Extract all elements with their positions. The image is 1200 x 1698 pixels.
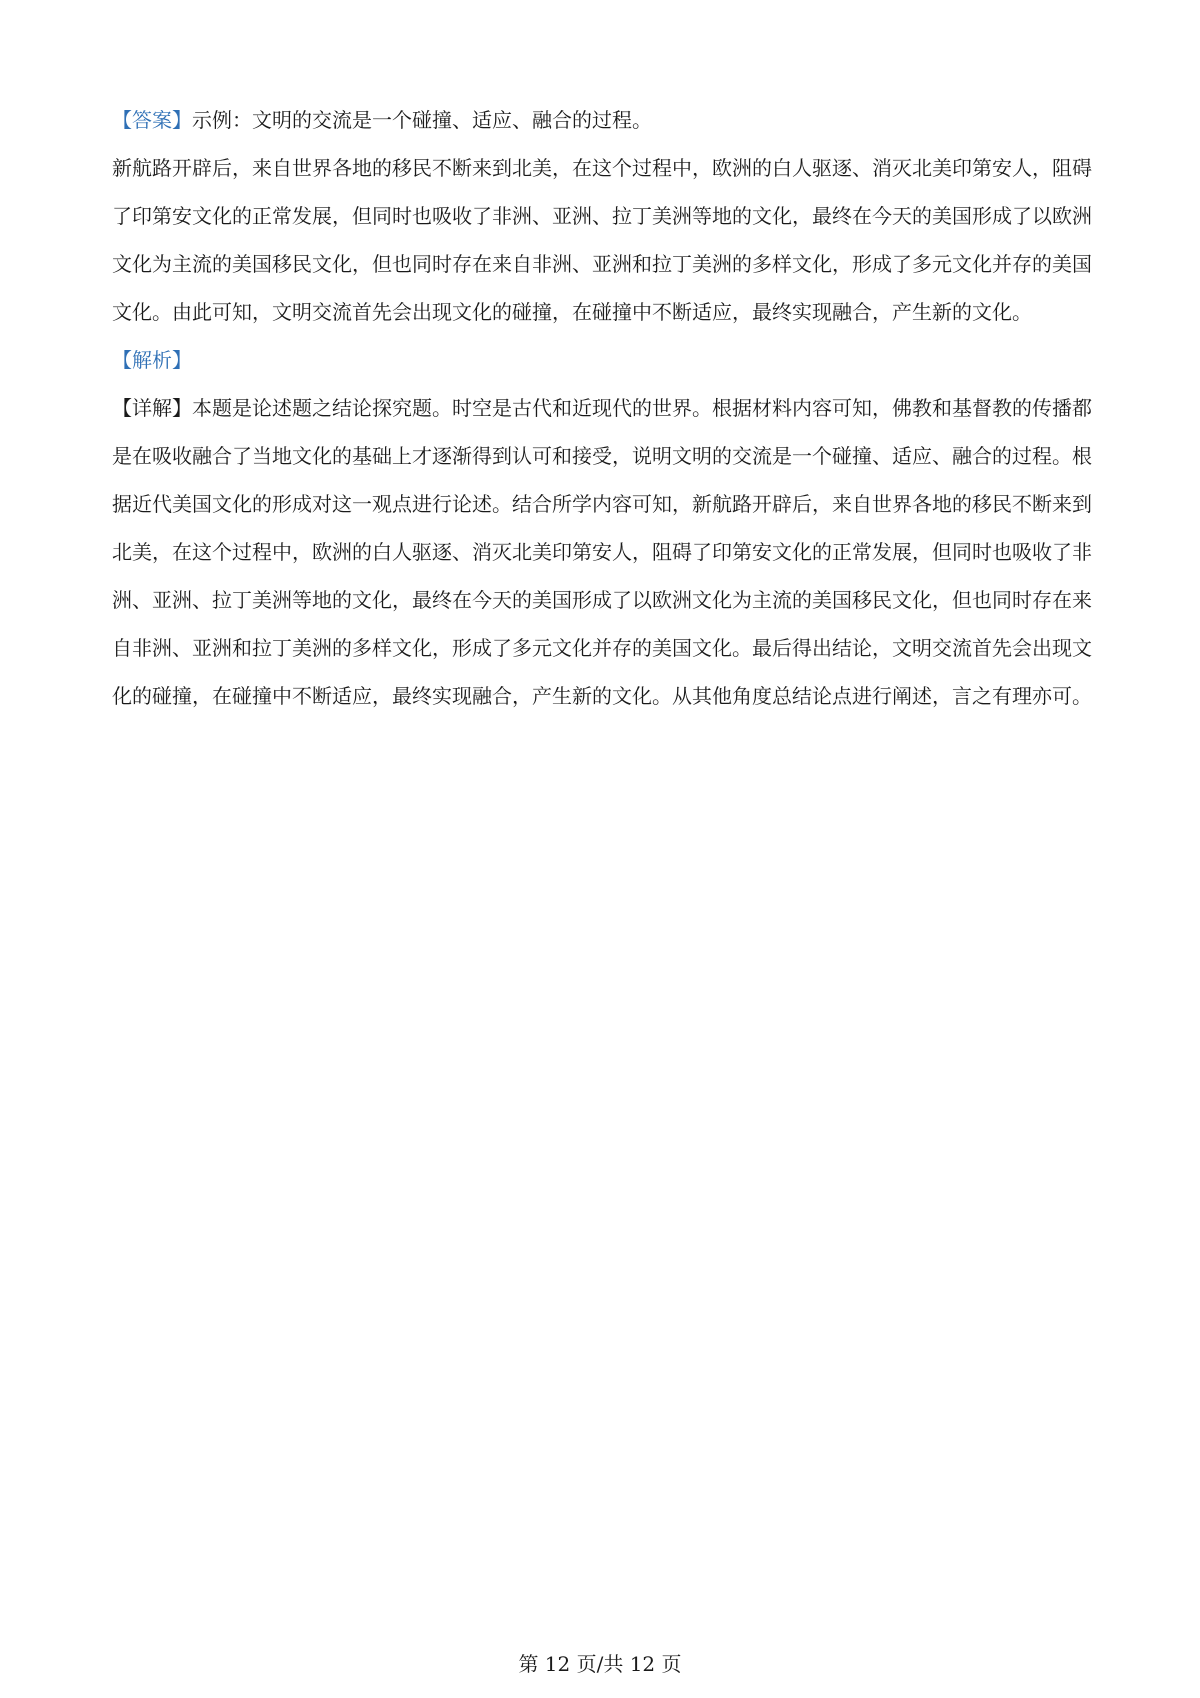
answer-body-paragraph: 新航路开辟后，来自世界各地的移民不断来到北美，在这个过程中，欧洲的白人驱逐、消灭北美印第安人，阻碍了印第安文化的正常发展，但同时也吸收了非洲、亚洲、拉丁美洲等地的文化，最终在今天的美国形成了以欧洲文化为主流的美国移民文化，但也同时存在来自非洲、亚洲和拉丁美洲的多样文化，形成了多元文化并存的美国文化。由此可知，文明交流首先会出现文化的碰撞，在碰撞中不断适应，最终实现融合，产生新的文化。 [112,156,1092,324]
answer-lead-text: 示例：文明的交流是一个碰撞、适应、融合的过程。 [192,108,652,132]
page-footer: 第 12 页/共 12 页 [518,1652,682,1676]
detail-paragraph [112,384,1092,720]
answer-lead-paragraph [112,96,1092,144]
answer-tag: 【答案】 [112,108,192,132]
document-body [112,96,1092,720]
analysis-heading [112,336,1092,384]
detail-body-text: 本题是论述题之结论探究题。时空是古代和近现代的世界。根据材料内容可知，佛教和基督教的传播都是在吸收融合了当地文化的基础上才逐渐得到认可和接受，说明文明的交流是一个碰撞、适应、融合的过程。根据近代美国文化的形成对这一观点进行论述。结合所学内容可知，新航路开辟后，来自世界各地的移民不断来到北美，在这个过程中，欧洲的白人驱逐、消灭北美印第安人，阻碍了印第安文化的正常发展，但同时也吸收了非洲、亚洲、拉丁美洲等地的文化，最终在今天的美国形成了以欧洲文化为主流的美国移民文化，但也同时存在来自非洲、亚洲和拉丁美洲的多样文化，形成了多元文化并存的美国文化。最后得出结论，文明交流首先会出现文化的碰撞，在碰撞中不断适应，最终实现融合，产生新的文化。从其他角度总结论点进行阐述，言之有理亦可。 [112,396,1092,708]
analysis-tag: 【解析】 [112,348,192,372]
detail-tag: 【详解】 [112,396,192,420]
